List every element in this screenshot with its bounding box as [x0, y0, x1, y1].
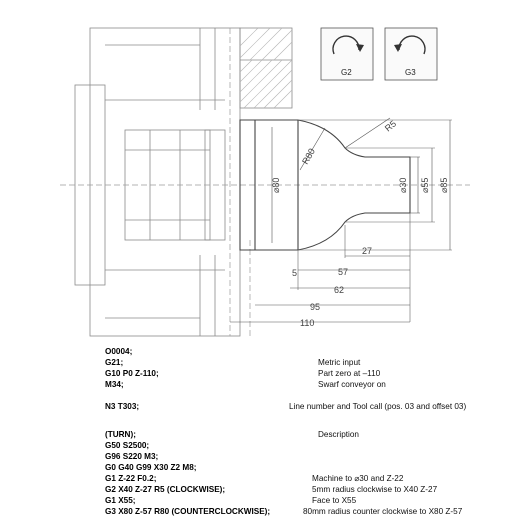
dim-d30: ⌀30	[398, 177, 408, 193]
dim-d80: ⌀80	[271, 177, 281, 193]
dim-r5: R5	[382, 118, 399, 134]
dim-z62: 62	[334, 285, 345, 295]
dim-z5: 5	[292, 268, 298, 278]
program-line: G1 Z-22 F0.2; Machine to ⌀30 and Z-22	[105, 474, 404, 483]
g3-label: G3	[405, 68, 416, 77]
program-line: G3 X80 Z-57 R80 (COUNTERCLOCKWISE); 80mm radius counter clockwise to X80 Z-57	[105, 507, 463, 516]
program-line: M34; Swarf conveyor on	[105, 380, 386, 389]
g2-rotation-box	[321, 28, 373, 80]
g2-label: G2	[341, 68, 352, 77]
dim-z27: 27	[362, 246, 373, 256]
dim-d55: ⌀55	[420, 177, 430, 193]
dim-z110: 110	[300, 318, 315, 328]
program-line: G50 S2500;	[105, 441, 150, 450]
jaw-hatching	[240, 28, 292, 108]
program-line: G0 G40 G99 X30 Z2 M8;	[105, 463, 197, 472]
g3-rotation-box	[385, 28, 437, 80]
program-line: O0004;	[105, 347, 133, 356]
program-line: G2 X40 Z-27 R5 (CLOCKWISE); 5mm radius clockwise to X40 Z-27	[105, 485, 438, 494]
program-line: (TURN); Description	[105, 430, 359, 439]
program-line: G10 P0 Z-110; Part zero at –110	[105, 369, 381, 378]
cnc-program-listing	[0, 343, 525, 525]
program-line: G21; Metric input	[105, 358, 361, 367]
program-line: N3 T303; Line number and Tool call (pos. 03 and offset 03)	[105, 402, 467, 411]
program-line: G1 X55; Face to X55	[105, 496, 357, 505]
chuck-body-outline	[90, 28, 240, 336]
dim-z95: 95	[310, 302, 321, 312]
dim-d85: ⌀85	[439, 177, 449, 193]
dim-z57: 57	[338, 267, 349, 277]
program-line: G96 S220 M3;	[105, 452, 159, 461]
dim-r80: R80	[300, 146, 317, 166]
